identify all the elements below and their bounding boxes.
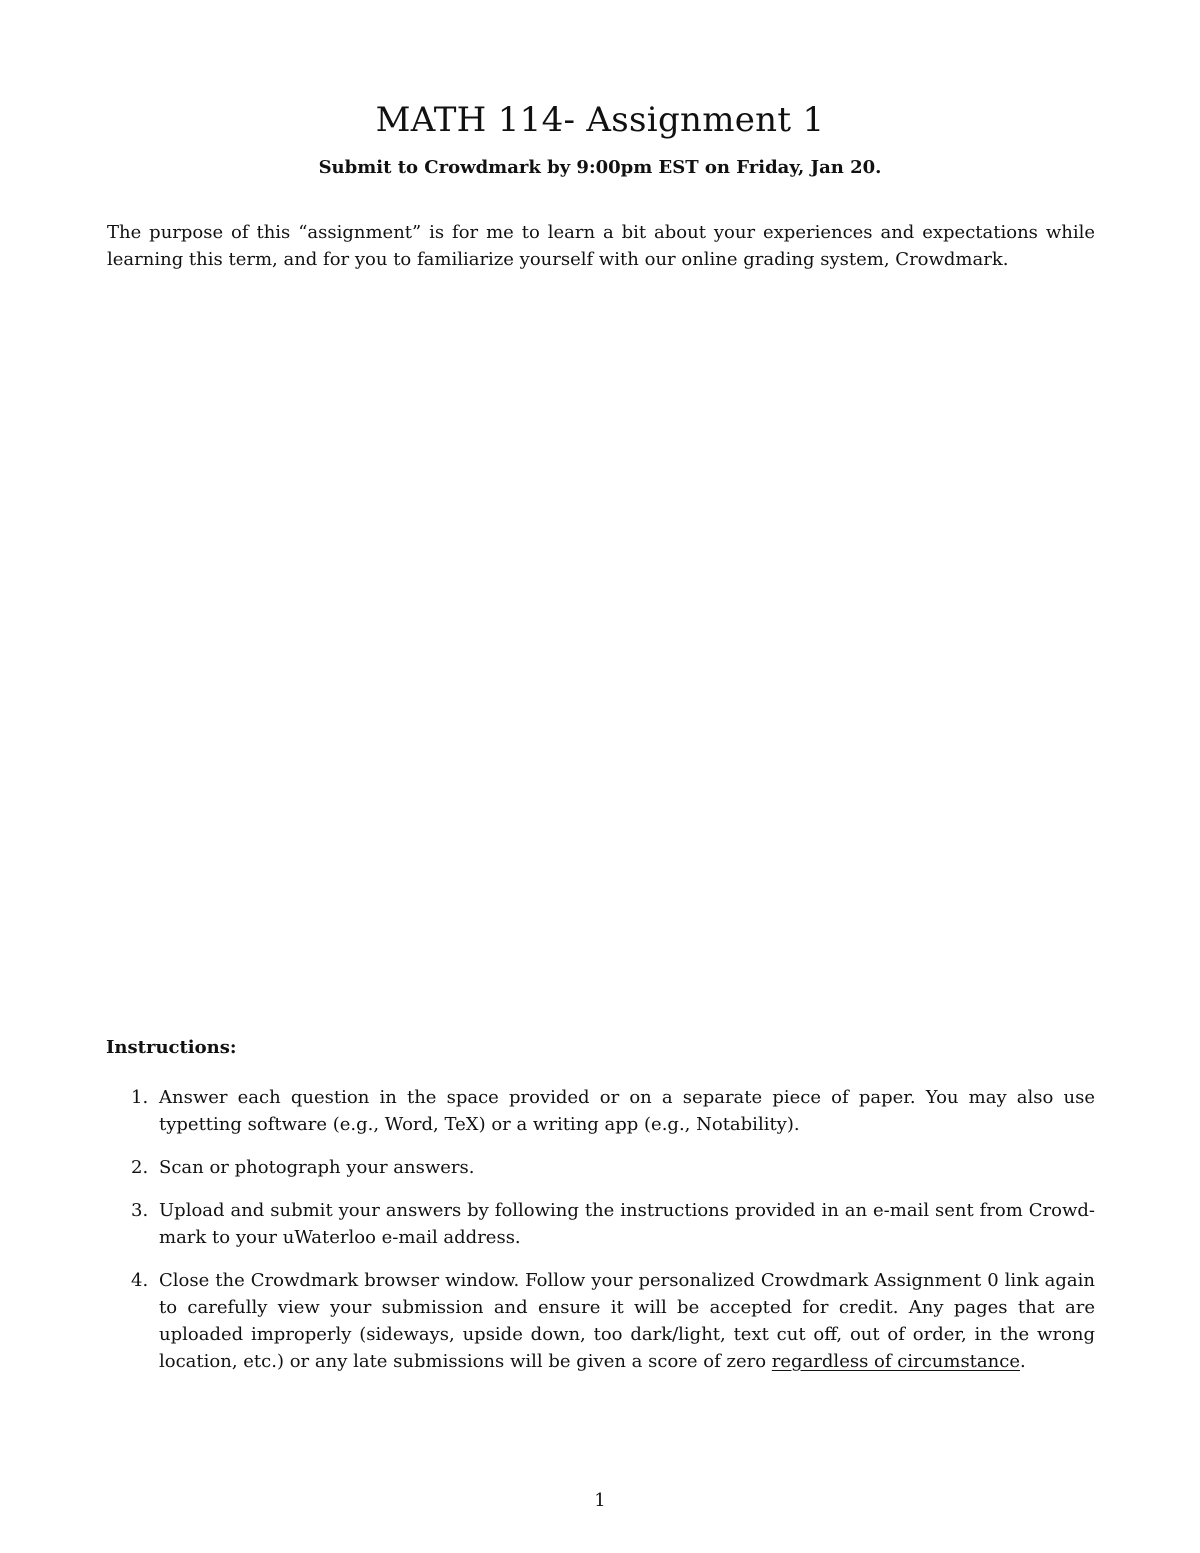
instruction-item-2 (107, 1154, 1095, 1181)
instruction-text: Close the Crowdmark browser window. Follow your personalized Crowdmark Assignment 0 link again to carefully view your submission and ensure it will be accepted for credit. Any pages that are uploaded improperly (sideways, upside down, too dark/light, text cut off, out of order, in the wrong location, etc.) or any late submissions will be given a score of zero (159, 1270, 1095, 1372)
instruction-number: 2. (131, 1157, 149, 1178)
instructions-list (107, 1084, 1095, 1391)
instruction-number: 4. (131, 1270, 149, 1291)
instruction-end: . (1019, 1351, 1026, 1372)
document-title: MATH 114- Assignment 1 (375, 100, 825, 140)
instruction-emphasis: regardless of circumstance (771, 1351, 1020, 1372)
instruction-item-4 (107, 1267, 1095, 1375)
instructions-heading: Instructions: (106, 1037, 237, 1058)
instruction-number: 3. (131, 1200, 149, 1221)
page-number: 1 (594, 1490, 606, 1511)
instruction-number: 1. (131, 1087, 149, 1108)
instruction-text: Upload and submit your answers by following the instructions provided in an e-mail sent from Crowd-mark to your uWaterloo e-mail address. (159, 1200, 1095, 1248)
intro-paragraph: The purpose of this “assignment” is for me to learn a bit about your experiences and expectations while learning this term, and for you to familiarize yourself with our online grading system, Crowdmark. (107, 222, 1095, 270)
instruction-text: Answer each question in the space provided or on a separate piece of paper. You may also use typetting software (e.g., Word, TeX) or a writing app (e.g., Notability). (159, 1087, 1095, 1135)
submission-deadline: Submit to Crowdmark by 9:00pm EST on Friday, Jan 20. (318, 157, 882, 178)
instruction-item-1 (107, 1084, 1095, 1138)
instruction-text: Scan or photograph your answers. (159, 1157, 475, 1178)
instruction-item-3 (107, 1197, 1095, 1251)
